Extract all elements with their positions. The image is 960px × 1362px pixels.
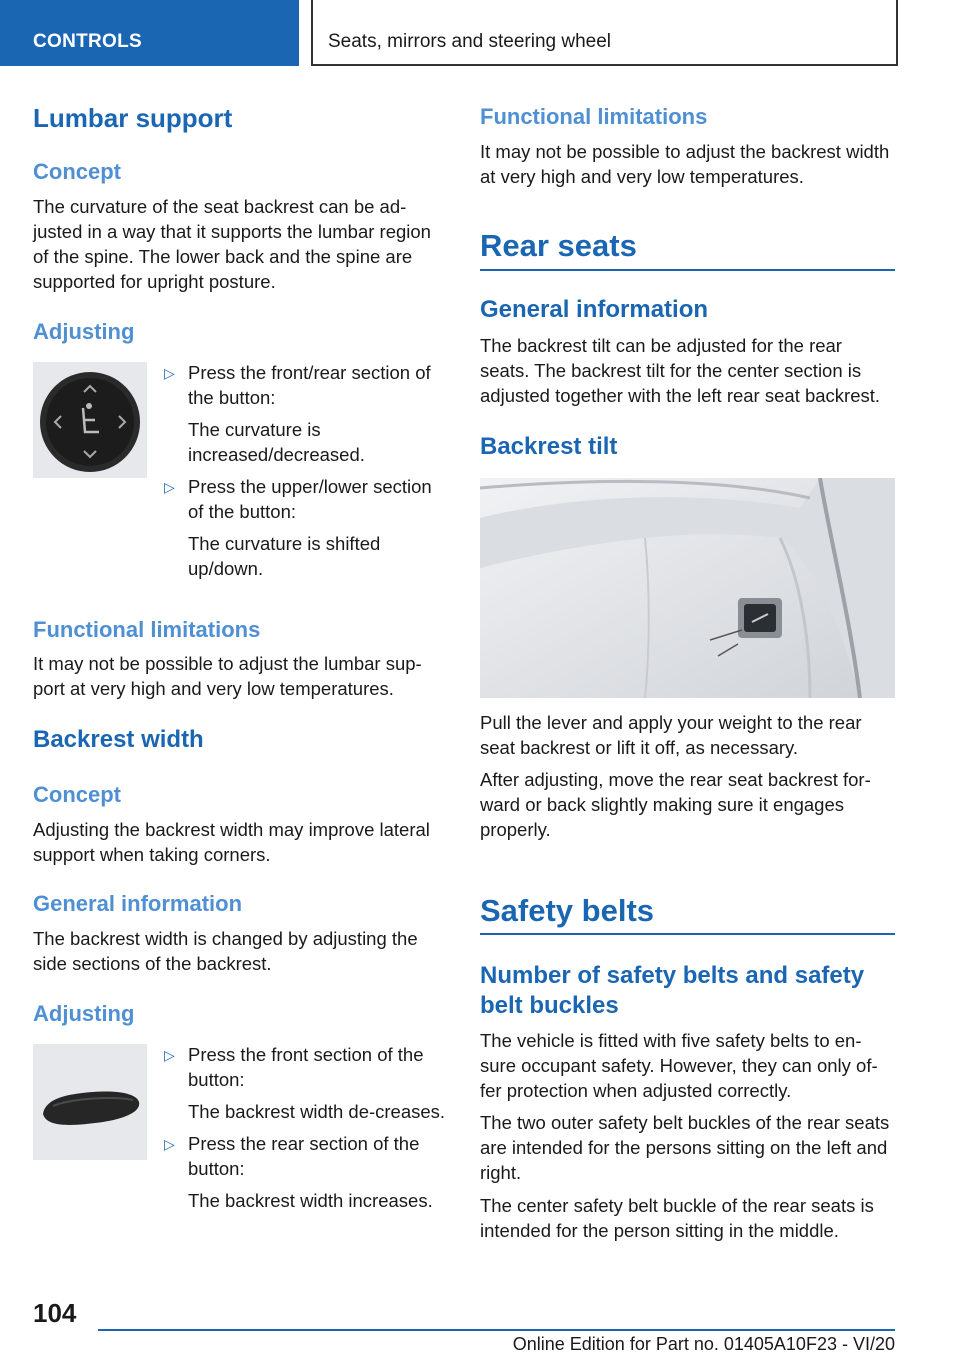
belts-text-1: The vehicle is fitted with five safety belts to en-sure occupant safety. However, they can only of-fer protection when adjusted correctly. bbox=[480, 1030, 878, 1101]
belts-text-2: The two outer safety belt buckles of the rear seats are intended for the persons sitting on the left and right. bbox=[480, 1112, 890, 1183]
header-chapter-box bbox=[311, 0, 898, 66]
rear-seats-rule bbox=[480, 269, 895, 271]
width-step-1-result: The backrest width de-creases. bbox=[188, 1101, 446, 1122]
width-adjusting-heading: Adjusting bbox=[33, 1001, 135, 1026]
lumbar-step-1-result: The curvature is increased/decreased. bbox=[188, 419, 365, 465]
page-number: 104 bbox=[33, 1298, 77, 1328]
limitations-text: It may not be possible to adjust the lumbar sup-port at very high and very low temperatures. bbox=[33, 653, 422, 699]
safety-belts-rule bbox=[480, 933, 895, 935]
tilt-text-1: Pull the lever and apply your weight to the rear seat backrest or lift it off, as necessary. bbox=[480, 712, 862, 758]
triangle-right-outline-icon: ▷ bbox=[164, 1047, 175, 1063]
width-step-2-result: The backrest width increases. bbox=[188, 1190, 433, 1211]
header-section-label: CONTROLS bbox=[33, 31, 143, 52]
tilt-text-2: After adjusting, move the rear seat backrest for-ward or back slightly making sure it engages properly. bbox=[480, 769, 871, 840]
width-button-image bbox=[33, 1044, 147, 1160]
width-limitations-heading: Functional limitations bbox=[480, 104, 708, 129]
lumbar-step-2 bbox=[161, 474, 446, 581]
concept-text: The curvature of the seat backrest can be ad-justed in a way that it supports the lumbar region of the spine. The lower back and the spine are supported for upright posture. bbox=[33, 196, 431, 292]
width-general-text: The backrest width is changed by adjusting the side sections of the backrest. bbox=[33, 928, 418, 974]
width-step-2 bbox=[161, 1131, 446, 1213]
adjusting-heading: Adjusting bbox=[33, 319, 135, 344]
lumbar-button-icon bbox=[33, 362, 147, 478]
limitations-heading: Functional limitations bbox=[33, 617, 261, 642]
triangle-right-outline-icon: ▷ bbox=[164, 479, 175, 495]
triangle-right-outline-icon: ▷ bbox=[164, 1136, 175, 1152]
header-chapter-label: Seats, mirrors and steering wheel bbox=[328, 31, 612, 52]
belts-sub-heading: Number of safety belts and safety belt buckles bbox=[480, 962, 865, 1019]
width-step-2-main: Press the rear section of the button: bbox=[188, 1133, 420, 1179]
concept-heading: Concept bbox=[33, 159, 121, 184]
width-steps-list bbox=[161, 1042, 446, 1220]
lumbar-step-1 bbox=[161, 360, 446, 467]
backrest-tilt-image bbox=[480, 478, 895, 698]
belts-text-3: The center safety belt buckle of the rear seats is intended for the person sitting in the middle. bbox=[480, 1195, 874, 1241]
triangle-right-outline-icon: ▷ bbox=[164, 365, 175, 381]
lumbar-step-1-main: Press the front/rear section of the button: bbox=[188, 362, 431, 408]
footer-edition: Online Edition for Part no. 01405A10F23 - VI/20 bbox=[512, 1334, 895, 1354]
lumbar-step-2-result: The curvature is shifted up/down. bbox=[188, 533, 381, 579]
backrest-width-heading: Backrest width bbox=[33, 726, 204, 753]
rear-seats-heading: Rear seats bbox=[480, 228, 637, 263]
width-concept-text: Adjusting the backrest width may improve lateral support when taking corners. bbox=[33, 819, 430, 865]
rear-general-heading: General information bbox=[480, 296, 709, 323]
header-section-tab bbox=[0, 0, 299, 66]
lumbar-steps-list bbox=[161, 360, 446, 588]
width-step-1-main: Press the front section of the button: bbox=[188, 1044, 424, 1090]
width-step-1 bbox=[161, 1042, 446, 1124]
rear-general-text: The backrest tilt can be adjusted for the rear seats. The backrest tilt for the center section is adjusted together with the left rear seat backrest. bbox=[480, 335, 881, 406]
width-button-icon bbox=[33, 1044, 147, 1160]
footer-rule bbox=[98, 1329, 895, 1331]
lumbar-button-image bbox=[33, 362, 147, 478]
safety-belts-heading: Safety belts bbox=[480, 893, 655, 928]
backrest-tilt-heading: Backrest tilt bbox=[480, 433, 618, 460]
lumbar-step-2-main: Press the upper/lower section of the button: bbox=[188, 476, 432, 522]
width-concept-heading: Concept bbox=[33, 782, 121, 807]
lumbar-support-heading: Lumbar support bbox=[33, 103, 233, 133]
width-general-heading: General information bbox=[33, 891, 243, 916]
width-limitations-text: It may not be possible to adjust the backrest width at very high and very low temperatures. bbox=[480, 141, 890, 187]
rear-seat-lever-illustration bbox=[480, 478, 895, 698]
